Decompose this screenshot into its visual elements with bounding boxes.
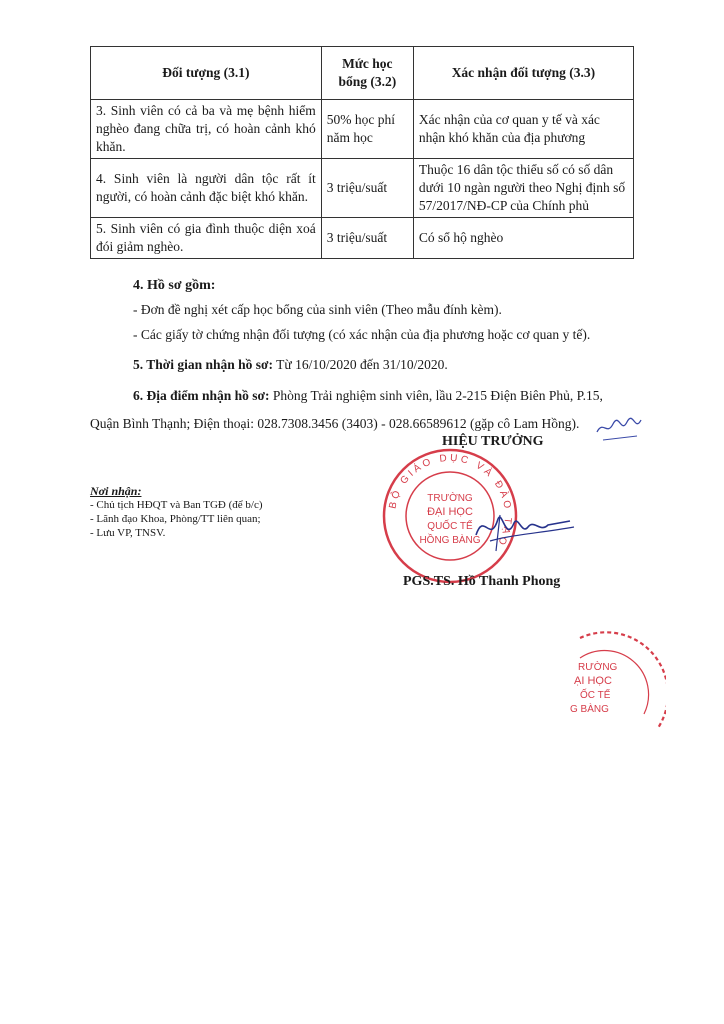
section-5-text: Từ 16/10/2020 đến 31/10/2020. bbox=[276, 357, 448, 372]
partial-stamp-line2: ẠI HỌC bbox=[574, 675, 612, 687]
recipients-block bbox=[90, 484, 263, 540]
stamp-ring-text: BỘ GIÁO DỤC VÀ ĐÀO TẠO bbox=[387, 452, 514, 549]
header-confirmation: Xác nhận đối tượng (3.3) bbox=[413, 47, 633, 100]
row-target: 3. Sinh viên có cả ba và mẹ bệnh hiểm nghèo đang chữa trị, có hoàn cảnh khó khăn. bbox=[91, 100, 322, 159]
handwritten-signature bbox=[470, 505, 580, 555]
section-4-item: - Các giấy tờ chứng nhận đối tượng (có xác nhận của địa phương hoặc cơ quan y tế). bbox=[133, 327, 591, 342]
recipient-item: - Lưu VP, TNSV. bbox=[90, 527, 166, 539]
row-confirmation: Thuộc 16 dân tộc thiểu số có số dân dưới 10 ngàn người theo Nghị định số 57/2017/NĐ-CP của Chính phủ bbox=[413, 159, 633, 218]
scholarship-criteria-table bbox=[90, 46, 634, 259]
section-5 bbox=[133, 357, 448, 373]
row-amount: 3 triệu/suất bbox=[321, 159, 413, 218]
row-target: 5. Sinh viên có gia đình thuộc diện xoá đói giảm nghèo. bbox=[91, 218, 322, 259]
section-6 bbox=[133, 388, 603, 404]
table-header-row bbox=[91, 47, 634, 100]
table-row bbox=[91, 100, 634, 159]
section-6-heading: 6. Địa điểm nhận hồ sơ: bbox=[133, 388, 270, 403]
stamp-line4: HỒNG BÀNG bbox=[419, 535, 481, 546]
section-5-heading: 5. Thời gian nhận hồ sơ: bbox=[133, 357, 274, 372]
stamp-line2: ĐẠI HỌC bbox=[427, 506, 473, 518]
row-amount: 3 triệu/suất bbox=[321, 218, 413, 259]
recipient-item: - Chủ tịch HĐQT và Ban TGĐ (để b/c) bbox=[90, 499, 263, 511]
section-6-text-line2: Quận Bình Thạnh; Điện thoại: 028.7308.3456 (3403) - 028.66589612 (gặp cô Lam Hồng). bbox=[90, 416, 580, 431]
initials-signature bbox=[593, 412, 643, 442]
table-row bbox=[91, 218, 634, 259]
signer-title: HIỆU TRƯỞNG bbox=[442, 434, 544, 449]
header-target: Đối tượng (3.1) bbox=[91, 47, 322, 100]
partial-stamp-line3: ỐC TẾ bbox=[580, 690, 611, 701]
header-amount: Mức học bổng (3.2) bbox=[321, 47, 413, 100]
row-amount: 50% học phí năm học bbox=[321, 100, 413, 159]
partial-seal-stamp bbox=[566, 618, 666, 748]
row-target: 4. Sinh viên là người dân tộc rất ít người, có hoàn cảnh đặc biệt khó khăn. bbox=[91, 159, 322, 218]
stamp-line1: TRƯỜNG bbox=[427, 493, 473, 504]
section-6-text-line1: Phòng Trải nghiệm sinh viên, lầu 2-215 Điện Biên Phủ, P.15, bbox=[272, 388, 603, 403]
section-4-heading: 4. Hồ sơ gồm: bbox=[133, 278, 216, 293]
partial-stamp-line4: G BÀNG bbox=[570, 704, 609, 715]
signer-name: PGS.TS. Hồ Thanh Phong bbox=[403, 574, 561, 589]
recipient-item: - Lãnh đạo Khoa, Phòng/TT liên quan; bbox=[90, 513, 261, 525]
section-4-item: - Đơn đề nghị xét cấp học bổng của sinh viên (Theo mẫu đính kèm). bbox=[133, 302, 502, 317]
stamp-line3: QUỐC TẾ bbox=[427, 521, 473, 532]
row-confirmation: Xác nhận của cơ quan y tế và xác nhận khó khăn của địa phương bbox=[413, 100, 633, 159]
row-confirmation: Có sổ hộ nghèo bbox=[413, 218, 633, 259]
recipients-title: Nơi nhận: bbox=[90, 484, 142, 498]
table-row bbox=[91, 159, 634, 218]
partial-stamp-line1: RƯỜNG bbox=[578, 662, 618, 673]
